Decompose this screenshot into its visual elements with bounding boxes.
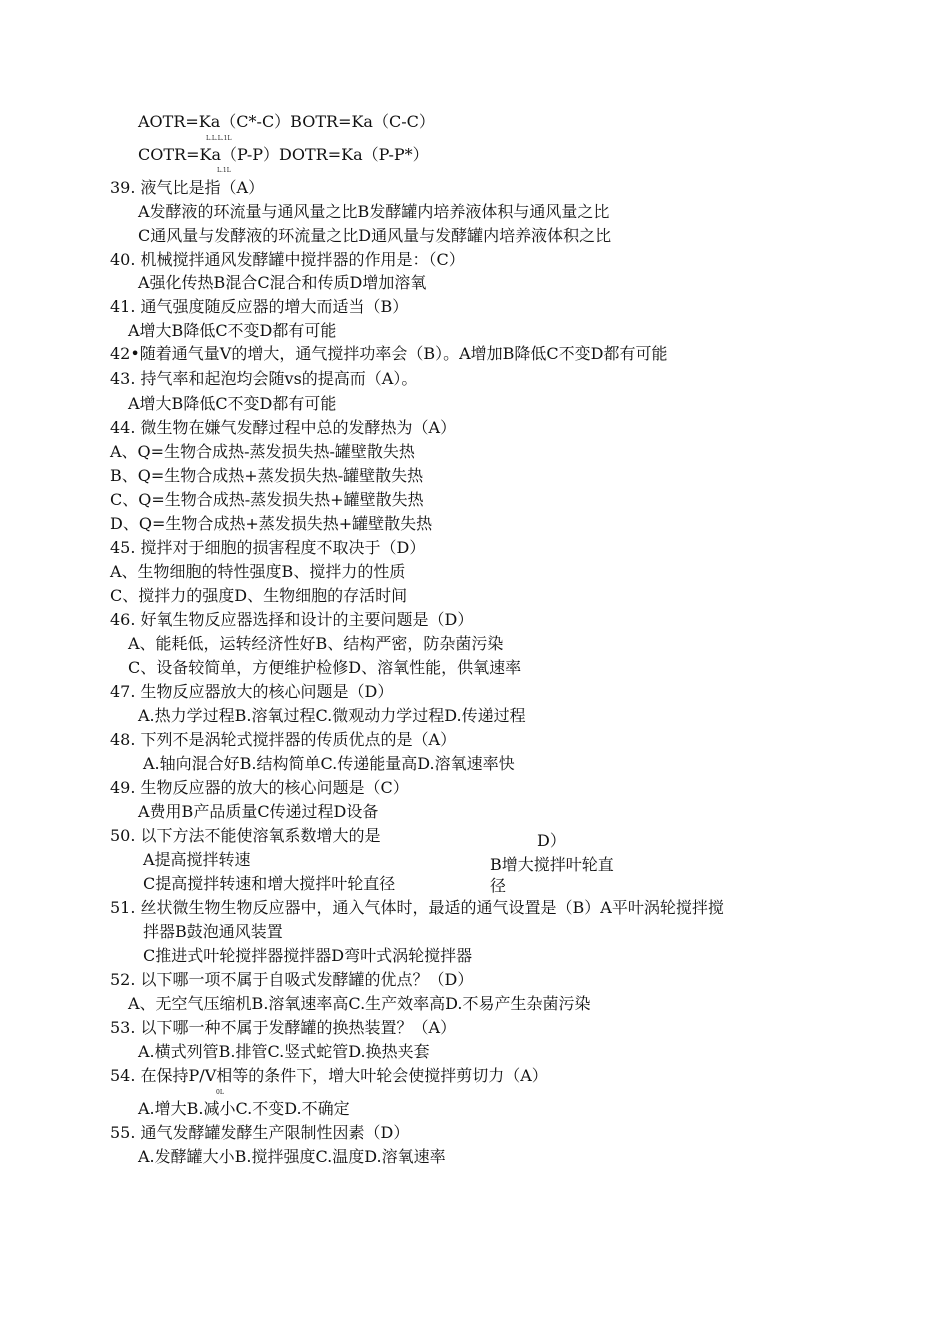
answer-line: A、Q=生物合成热-蒸发损失热-罐壁散失热 xyxy=(110,442,415,461)
answer-fragment: B增大搅拌叶轮直 xyxy=(490,855,614,874)
formula-line-cotr-dotr: COTR=Ka（P-P）DOTR=Ka（P-P*） xyxy=(138,145,429,164)
question-53: 53. 以下哪一种不属于发酵罐的换热装置？（A） xyxy=(110,1018,457,1037)
formula-line-aotr-botr: AOTR=Ka（C*-C）BOTR=Ka（C-C） xyxy=(138,112,435,131)
answer-line: D、Q=生物合成热+蒸发损失热+罐壁散失热 xyxy=(110,514,433,533)
answer-line: A.发酵罐大小B.搅拌强度C.温度D.溶氧速率 xyxy=(138,1147,446,1166)
question-43: 43. 持气率和起泡均会随vs的提高而（A）。 xyxy=(110,369,418,388)
answer-line: A、能耗低，运转经济性好B、结构严密，防杂菌污染 xyxy=(128,634,504,653)
question-47: 47. 生物反应器放大的核心问题是（D） xyxy=(110,682,394,701)
answer-line: A.横式列管B.排管C.竖式蛇管D.换热夹套 xyxy=(138,1042,430,1061)
answer-line: A提高搅拌转速 xyxy=(143,850,251,869)
answer-line: C提高搅拌转速和增大搅拌叶轮直径 xyxy=(143,874,396,893)
question-42: 42•随着通气量V的增大，通气搅拌功率会（B）。A增加B降低C不变D都有可能 xyxy=(110,344,668,363)
question-54: 54. 在保持P/V相等的条件下，增大叶轮会使搅拌剪切力（A） xyxy=(110,1066,548,1085)
answer-fragment: D） xyxy=(537,831,566,850)
question-49: 49. 生物反应器的放大的核心问题是（C） xyxy=(110,778,409,797)
answer-line: A.热力学过程B.溶氧过程C.微观动力学过程D.传递过程 xyxy=(138,706,526,725)
answer-line: C、Q=生物合成热-蒸发损失热+罐壁散失热 xyxy=(110,490,424,509)
question-51: 51. 丝状微生物生物反应器中，通入气体时，最适的通气设置是（B）A平叶涡轮搅拌搅 xyxy=(110,898,724,917)
formula-subscript: L.L.L.1L xyxy=(206,135,232,142)
question-44: 44. 微生物在嫌气发酵过程中总的发酵热为（A） xyxy=(110,418,457,437)
answer-line: A强化传热B混合C混合和传质D增加溶氧 xyxy=(138,273,427,292)
question-46: 46. 好氧生物反应器选择和设计的主要问题是（D） xyxy=(110,610,474,629)
answer-fragment: 径 xyxy=(490,876,507,895)
answer-line: C、搅拌力的强度D、生物细胞的存活时间 xyxy=(110,586,408,605)
answer-line: A增大B降低C不变D都有可能 xyxy=(128,321,337,340)
answer-line: A.轴向混合好B.结构简单C.传递能量高D.溶氧速率快 xyxy=(143,754,515,773)
answer-line: C通风量与发酵液的环流量之比D通风量与发酵罐内培养液体积之比 xyxy=(138,226,612,245)
answer-line: A.增大B.减小C.不变D.不确定 xyxy=(138,1099,350,1118)
answer-line: A、生物细胞的特性强度B、搅拌力的性质 xyxy=(110,562,406,581)
answer-line: B、Q=生物合成热+蒸发损失热-罐壁散失热 xyxy=(110,466,424,485)
answer-line: A、无空气压缩机B.溶氧速率高C.生产效率高D.不易产生杂菌污染 xyxy=(128,994,591,1013)
answer-line: A费用B产品质量C传递过程D设备 xyxy=(138,802,379,821)
question-55: 55. 通气发酵罐发酵生产限制性因素（D） xyxy=(110,1123,410,1142)
question-41: 41. 通气强度随反应器的增大而适当（B） xyxy=(110,297,409,316)
formula-subscript: L.1L xyxy=(217,167,231,174)
question-40: 40. 机械搅拌通风发酵罐中搅拌器的作用是：（C） xyxy=(110,250,465,269)
answer-line: A发酵液的环流量与通风量之比B发酵罐内培养液体积与通风量之比 xyxy=(138,202,610,221)
question-39: 39. 液气比是指（A） xyxy=(110,178,265,197)
answer-line: 拌器B鼓泡通风装置 xyxy=(143,922,283,941)
answer-line: C推进式叶轮搅拌器搅拌器D弯叶式涡轮搅拌器 xyxy=(143,946,473,965)
question-48: 48. 下列不是涡轮式搅拌器的传质优点的是（A） xyxy=(110,730,457,749)
question-45: 45. 搅拌对于细胞的损害程度不取决于（D） xyxy=(110,538,426,557)
formula-subscript: 0L xyxy=(216,1089,224,1096)
question-52: 52. 以下哪一项不属于自吸式发酵罐的优点？（D） xyxy=(110,970,474,989)
answer-line: C、设备较简单，方便维护检修D、溶氧性能，供氧速率 xyxy=(128,658,522,677)
question-50: 50. 以下方法不能使溶氧系数增大的是 xyxy=(110,826,381,845)
answer-line: A增大B降低C不变D都有可能 xyxy=(128,394,337,413)
